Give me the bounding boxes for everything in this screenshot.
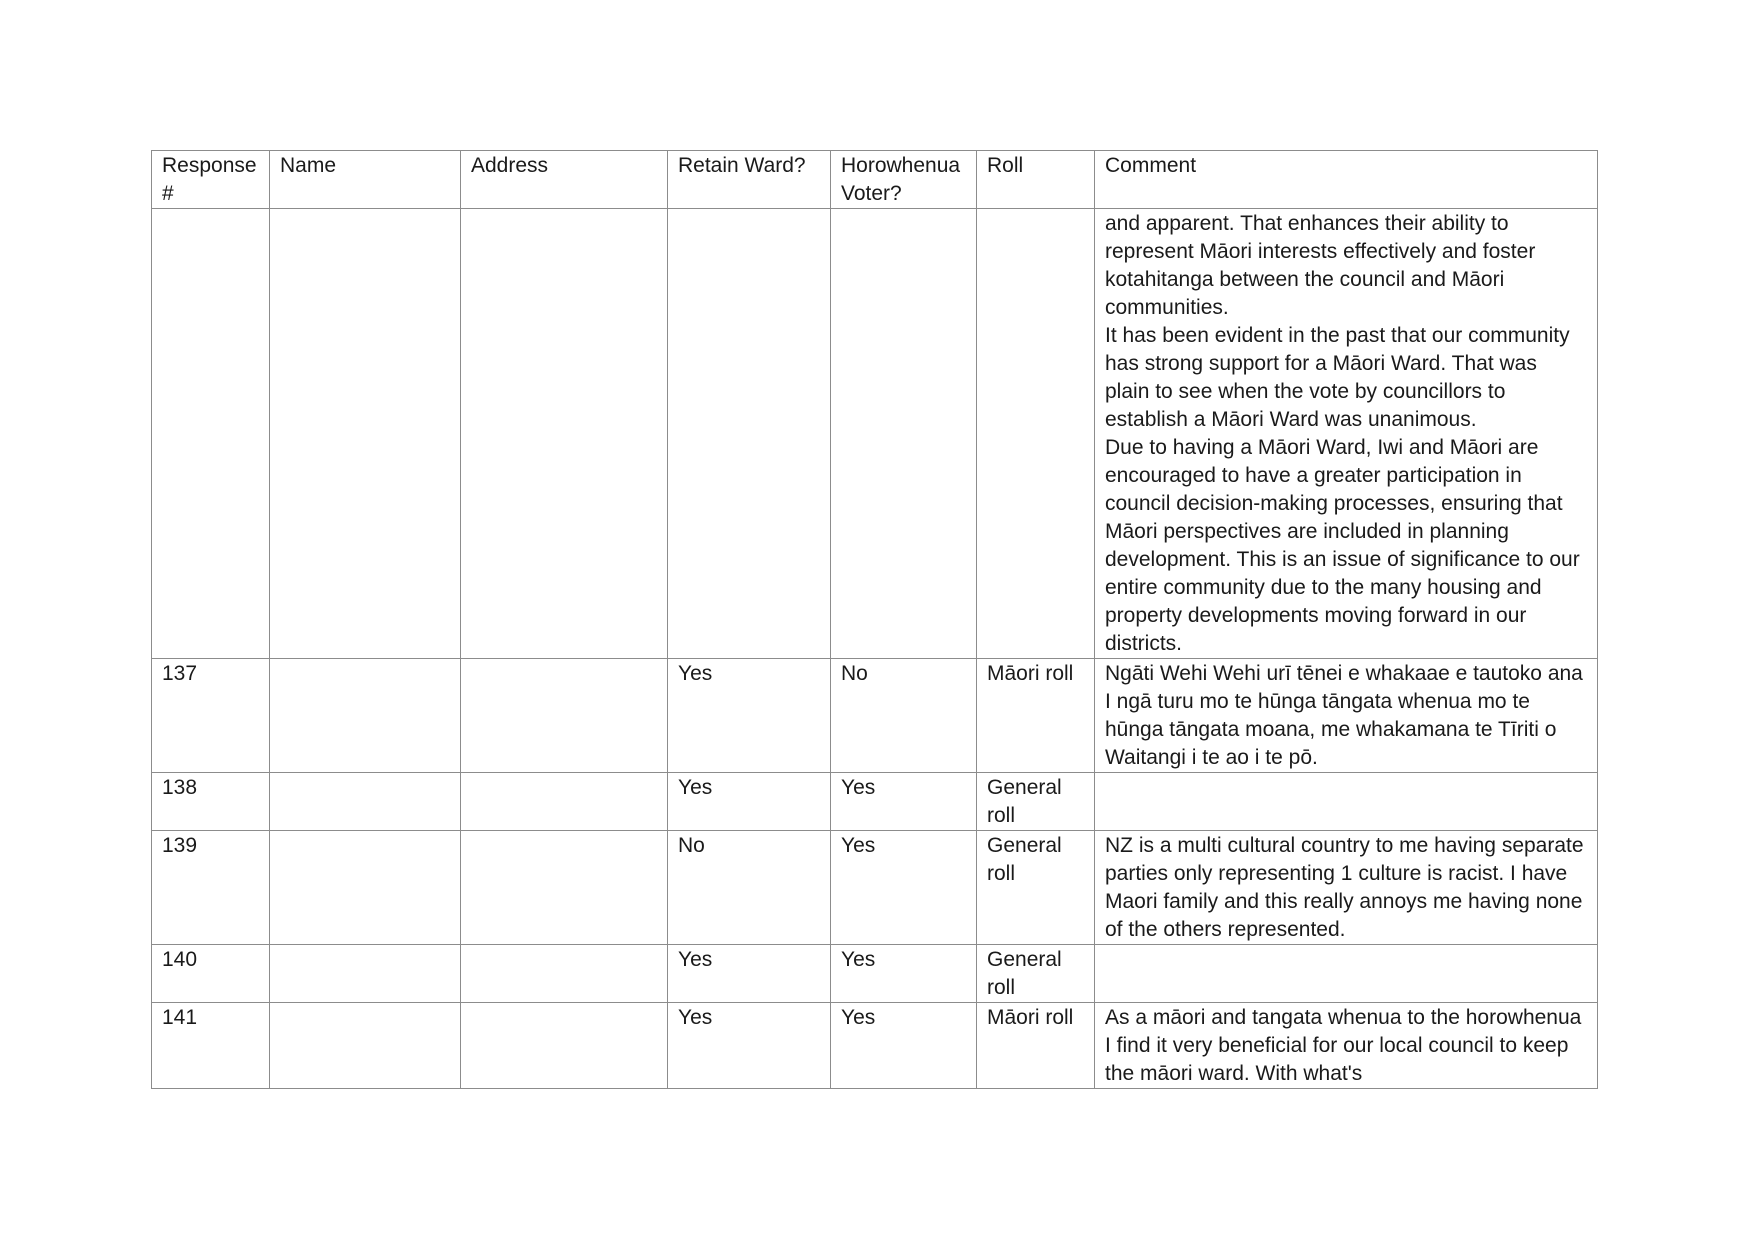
comment-cell [1095,773,1598,831]
retain-ward-cell: No [668,831,831,945]
name-cell [270,659,461,773]
comment-cell: Ngāti Wehi Wehi urī tēnei e whakaae e tautoko ana I ngā turu mo te hūnga tāngata whenua mo te hūnga tāngata moana, me whakamana te Tīriti o Waitangi i te ao i te pō. [1095,659,1598,773]
submissions-document [151,150,1597,1089]
response-cell [152,209,270,659]
response-cell: 137 [152,659,270,773]
table-row [152,209,1598,659]
address-cell [461,773,668,831]
header-address: Address [461,151,668,209]
header-name: Name [270,151,461,209]
submissions-table [151,150,1598,1089]
voter-cell [831,209,977,659]
name-cell [270,773,461,831]
name-cell [270,1003,461,1089]
comment-cell: NZ is a multi cultural country to me having separate parties only representing 1 culture is racist. I have Maori family and this really annoys me having none of the others represented. [1095,831,1598,945]
comment-cell: As a māori and tangata whenua to the horowhenua I find it very beneficial for our local council to keep the māori ward. With what's [1095,1003,1598,1089]
retain-ward-cell: Yes [668,773,831,831]
roll-cell: Māori roll [977,659,1095,773]
address-cell [461,659,668,773]
response-cell: 138 [152,773,270,831]
response-cell: 140 [152,945,270,1003]
address-cell [461,1003,668,1089]
header-response: Response # [152,151,270,209]
retain-ward-cell: Yes [668,659,831,773]
voter-cell: Yes [831,945,977,1003]
retain-ward-cell [668,209,831,659]
retain-ward-cell: Yes [668,945,831,1003]
voter-cell: No [831,659,977,773]
voter-cell: Yes [831,831,977,945]
table-row [152,773,1598,831]
header-retain-ward: Retain Ward? [668,151,831,209]
table-row [152,1003,1598,1089]
comment-cell: and apparent. That enhances their ability to represent Māori interests effectively and foster kotahitanga between the council and Māori communities. It has been evident in the past that our community has strong support for a Māori Ward. That was plain to see when the vote by councillors to establish a Māori Ward was unanimous. Due to having a Māori Ward, Iwi and Māori are encouraged to have a greater participation in council decision-making processes, ensuring that Māori perspectives are included in planning development. This is an issue of significance to our entire community due to the many housing and property developments moving forward in our districts. [1095,209,1598,659]
voter-cell: Yes [831,773,977,831]
roll-cell: Māori roll [977,1003,1095,1089]
address-cell [461,209,668,659]
name-cell [270,831,461,945]
address-cell [461,831,668,945]
name-cell [270,945,461,1003]
address-cell [461,945,668,1003]
roll-cell: General roll [977,945,1095,1003]
header-comment: Comment [1095,151,1598,209]
table-row [152,945,1598,1003]
response-cell: 139 [152,831,270,945]
comment-cell [1095,945,1598,1003]
voter-cell: Yes [831,1003,977,1089]
header-roll: Roll [977,151,1095,209]
header-row [152,151,1598,209]
header-voter: Horowhenua Voter? [831,151,977,209]
table-row [152,659,1598,773]
roll-cell: General roll [977,773,1095,831]
roll-cell [977,209,1095,659]
response-cell: 141 [152,1003,270,1089]
roll-cell: General roll [977,831,1095,945]
retain-ward-cell: Yes [668,1003,831,1089]
name-cell [270,209,461,659]
table-row [152,831,1598,945]
